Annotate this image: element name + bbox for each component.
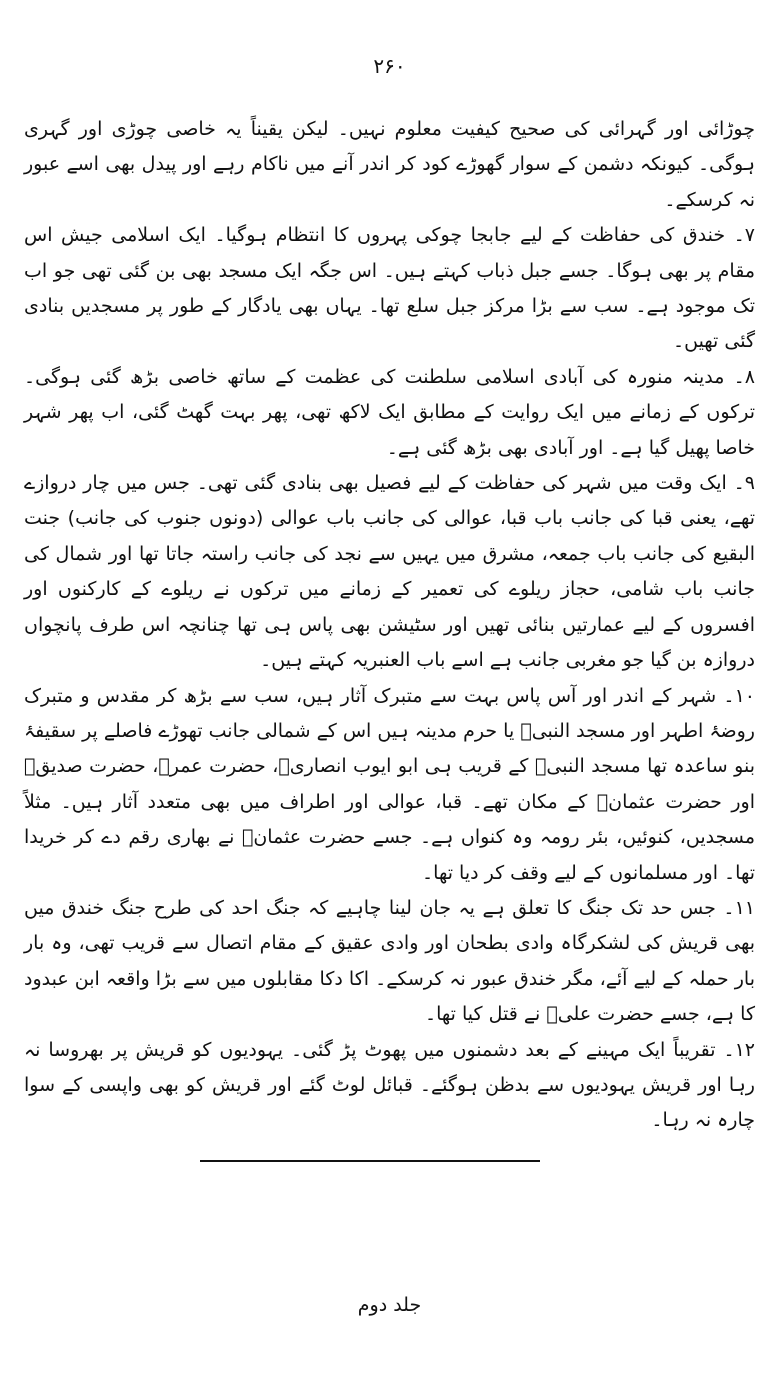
paragraph-8: ۸۔ مدینہ منورہ کی آبادی اسلامی سلطنت کی عظمت کے ساتھ خاصی بڑھ گئی ہوگی۔ ترکوں کے زمانے میں ایک روایت کے مطابق ایک لاکھ تھی، پھر بہت گھٹ گئی، اب پھر شہر خاصا پھیل گیا ہے۔ اور آبادی بھی بڑھ گئی ہے۔: [24, 365, 755, 459]
paragraph-12: ۱۲۔ تقریباً ایک مہینے کے بعد دشمنوں میں پھوٹ پڑ گئی۔ یہودیوں کو قریش پر بھروسا نہ رہا اور قریش یہودیوں سے بدظن ہوگئے۔ قبائل لوٹ گئے اور قریش کو بھی واپسی کے سوا چارہ نہ رہا۔: [24, 1038, 755, 1132]
paragraph-7: ۷۔ خندق کی حفاظت کے لیے جابجا چوکی پہروں کا انتظام ہوگیا۔ ایک اسلامی جیش اس مقام پر بھی ہوگا۔ جسے جبل ذباب کہتے ہیں۔ اس جگہ ایک مسجد بھی بن گئی تھی جو اب تک موجود ہے۔ سب سے بڑا مرکز جبل سلع تھا۔ یہاں بھی یادگار کے طور پر مسجدیں بنادی گئی تھیں۔: [24, 224, 755, 353]
paragraph-9: ۹۔ ایک وقت میں شہر کی حفاظت کے لیے فصیل بھی بنادی گئی تھی۔ جس میں چار دروازے تھے، یعنی قبا کی جانب باب قبا، عوالی کی جانب باب عوالی (دونوں جنوب کی جانب) جنت البقیع کی جانب باب جمعہ، مشرق میں یہیں سے نجد کی جانب راستہ جاتا تھا اور شمال کی جانب باب شامی، حجاز ریلوے کی تعمیر کے زمانے میں ترکوں نے ریلوے کے کارکنوں اور افسروں کے لیے عمارتیں بنائی تھیں اور سٹیشن بھی پاس ہی تھا چنانچہ اس طرف پانچواں دروازہ بن گیا جو مغربی جانب ہے اسے باب العنبریہ کہتے ہیں۔: [24, 472, 755, 672]
volume-footer: جلد دوم: [357, 1294, 422, 1316]
page-body: [24, 112, 755, 1132]
paragraph-intro: چوڑائی اور گہرائی کی صحیح کیفیت معلوم نہیں۔ لیکن یقیناً یہ خاصی چوڑی اور گہری ہوگی۔ کیونکہ دشمن کے سوار گھوڑے کود کر اندر آنے میں ناکام رہے اور پیدل بھی اسے عبور نہ کرسکے۔: [24, 118, 755, 211]
paragraph-10: ۱۰۔ شہر کے اندر اور آس پاس بہت سے متبرک آثار ہیں، سب سے بڑھ کر مقدس و متبرک روضۂ اطہر اور مسجد النبیؐ یا حرم مدینہ ہیں اس کے شمالی جانب تھوڑے فاصلے پر سقیفۂ بنو ساعدہ تھا مسجد النبیؐ کے قریب ہی ابو ایوب انصاریؓ، حضرت عمرؓ، حضرت صدیقؓ اور حضرت عثمانؓ کے مکان تھے۔ قبا، عوالی اور اطراف میں بھی متعدد آثار ہیں۔ مثلاً مسجدیں، کنوئیں، بئر رومہ وہ کنواں ہے۔ جسے حضرت عثمانؓ نے بھاری رقم دے کر خریدا تھا۔ اور مسلمانوں کے لیے وقف کر دیا تھا۔: [24, 684, 755, 884]
page-number: ۲۶۰: [373, 54, 406, 78]
paragraph-11: ۱۱۔ جس حد تک جنگ کا تعلق ہے یہ جان لینا چاہیے کہ جنگ احد کی طرح جنگ خندق میں بھی قریش کی لشکرگاہ وادی بطحان اور وادی عقیق کے مقام اتصال سے قریب تھی، وہ بار بار حملہ کے لیے آئے، مگر خندق عبور نہ کرسکے۔ اکا دکا مقابلوں میں سے بڑا واقعہ ابن عبدود کا ہے، جسے حضرت علیؓ نے قتل کیا تھا۔: [24, 896, 755, 1026]
section-divider: [200, 1160, 540, 1162]
